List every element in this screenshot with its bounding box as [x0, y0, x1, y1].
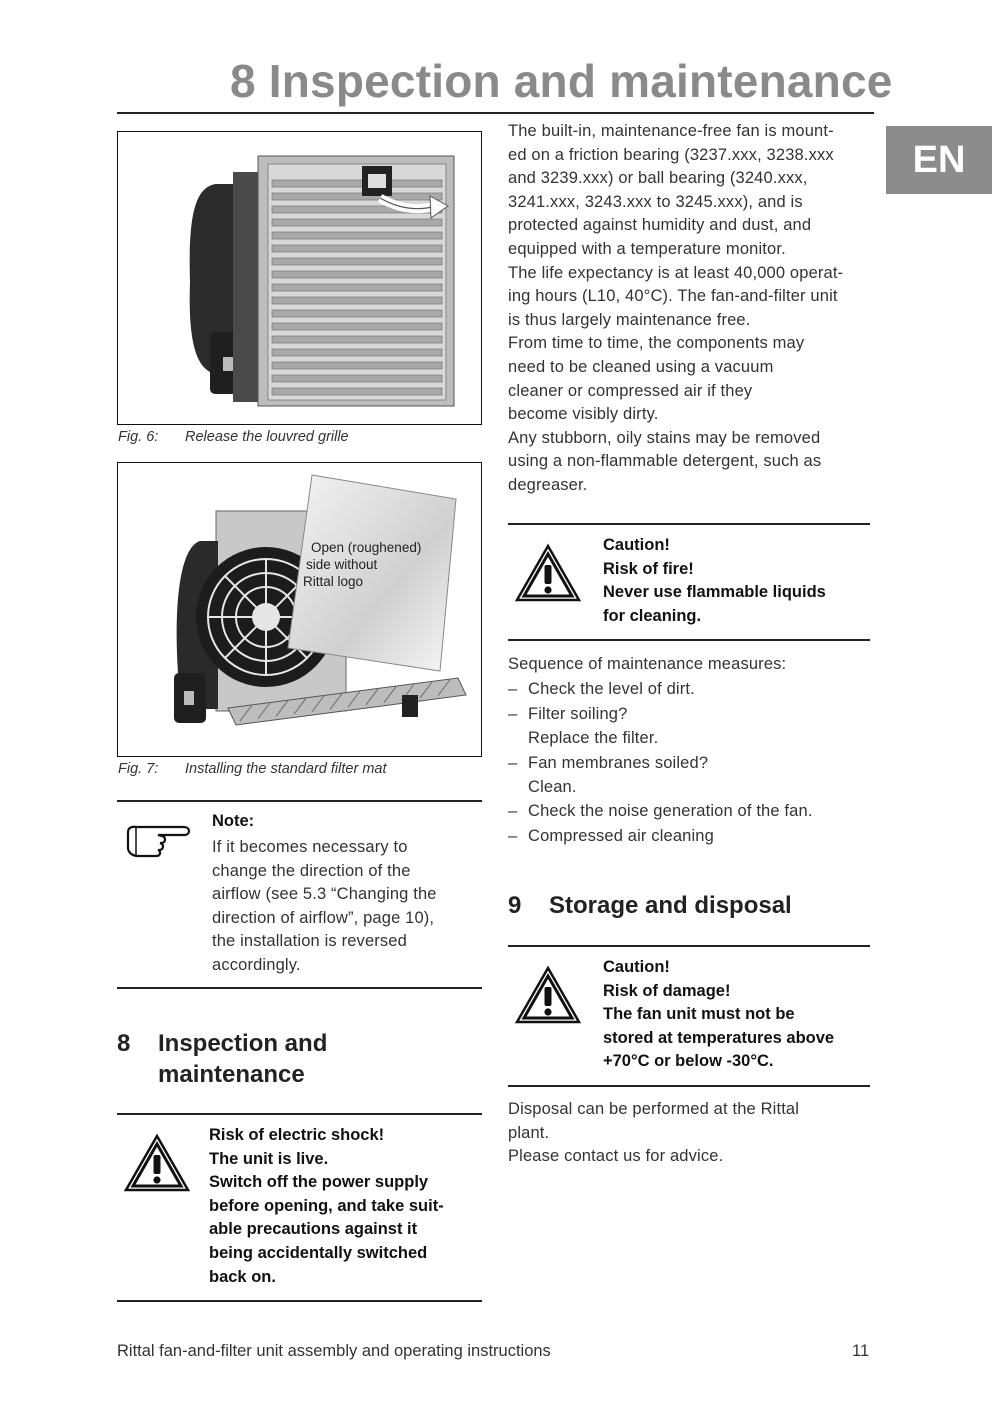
note-line: direction of airflow”, page 10),: [212, 908, 435, 927]
note-bottom-rule: [117, 987, 482, 989]
sequence-item: [508, 799, 813, 823]
caution-damage-line: Risk of damage!: [603, 981, 731, 1000]
figure-6-number: Fig. 6:: [118, 429, 159, 445]
sequence-item: [508, 702, 813, 751]
section-8-title-line: Inspection and: [158, 1030, 328, 1057]
sequence-item-text: – Check the noise generation of the fan.: [528, 802, 813, 821]
section-9-number: 9: [508, 892, 522, 919]
disposal-line: Disposal can be performed at the Rittal: [508, 1100, 800, 1118]
maintenance-intro-text: [508, 120, 843, 498]
caution-fire-line: for cleaning.: [603, 606, 702, 625]
intro-line: The built-in, maintenance-free fan is mount-: [508, 122, 834, 140]
disposal-line: plant.: [508, 1123, 550, 1142]
disposal-text: [508, 1098, 799, 1169]
page-title: 8 Inspection and maintenance: [230, 55, 893, 107]
sequence-item: [508, 677, 813, 701]
note-line: airflow (see 5.3 “Changing the: [212, 885, 437, 904]
warning-shock-line: being accidentally switched: [209, 1243, 428, 1262]
section-9-title: Storage and disposal: [549, 892, 792, 919]
warning-shock-bottom-rule: [117, 1300, 482, 1302]
maintenance-sequence: [508, 652, 813, 848]
sequence-item-text: – Check the level of dirt.: [528, 680, 695, 699]
note-line: accordingly.: [212, 955, 301, 974]
sequence-item-text: – Filter soiling?: [528, 704, 628, 723]
caution-fire-text: [603, 534, 826, 628]
section-8-number: 8: [117, 1030, 131, 1057]
figure-7-caption-text: Installing the standard filter mat: [185, 761, 387, 777]
caution-damage-text: [603, 956, 834, 1074]
figure-6-caption: [118, 429, 349, 445]
caution-fire-bottom-rule: [508, 639, 870, 641]
warning-triangle-icon: [514, 543, 582, 603]
filter-mat-label-line: Rittal logo: [303, 574, 364, 589]
filter-mat-installation-illustration: [118, 463, 481, 756]
warning-shock-line: Switch off the power supply: [209, 1173, 429, 1192]
warning-shock-line: before opening, and take suit-: [209, 1196, 444, 1215]
caution-damage-top-rule: [508, 945, 870, 947]
intro-line: protected against humidity and dust, and: [508, 216, 812, 235]
pointing-hand-icon: [124, 822, 196, 862]
warning-triangle-icon: [514, 965, 582, 1025]
intro-line: The life expectancy is at least 40,000 operat-: [508, 263, 844, 282]
fan-louvred-grille-illustration: [118, 132, 481, 424]
intro-line: need to be cleaned using a vacuum: [508, 357, 774, 376]
sequence-item-text: – Fan membranes soiled?: [528, 753, 709, 772]
caution-fire-top-rule: [508, 523, 870, 525]
intro-line: is thus largely maintenance free.: [508, 310, 751, 329]
warning-shock-line: The unit is live.: [209, 1149, 329, 1168]
warning-shock-line: able precautions against it: [209, 1220, 418, 1239]
intro-line: become visibly dirty.: [508, 405, 659, 424]
caution-damage-line: stored at temperatures above: [603, 1028, 835, 1047]
intro-line: equipped with a temperature monitor.: [508, 239, 786, 258]
language-tab: EN: [886, 126, 992, 194]
intro-line: and 3239.xxx) or ball bearing (3240.xxx,: [508, 169, 808, 188]
sequence-item-text: Clean.: [528, 778, 577, 797]
filter-mat-label-line: side without: [306, 557, 378, 572]
warning-shock-line: back on.: [209, 1267, 276, 1286]
caution-damage-line: +70°C or below -30°C.: [603, 1052, 774, 1071]
caution-fire-line: Risk of fire!: [603, 559, 694, 578]
caution-damage-line: The fan unit must not be: [603, 1005, 795, 1024]
intro-line: cleaner or compressed air if they: [508, 381, 753, 400]
section-9-heading: [508, 890, 792, 921]
figure-6-image: [117, 131, 482, 425]
disposal-line: Please contact us for advice.: [508, 1147, 724, 1166]
footer-text: Rittal fan-and-filter unit assembly and operating instructions: [117, 1342, 551, 1360]
caution-fire-line: Caution!: [603, 536, 670, 554]
intro-line: Any stubborn, oily stains may be removed: [508, 428, 821, 447]
filter-mat-label-line: Open (roughened): [311, 540, 422, 555]
section-8-heading: [117, 1028, 327, 1090]
warning-shock-top-rule: [117, 1113, 482, 1115]
warning-shock-text: [209, 1124, 444, 1289]
intro-line: using a non-flammable detergent, such as: [508, 452, 822, 471]
note-title: Note:: [212, 812, 255, 830]
caution-fire-line: Never use flammable liquids: [603, 583, 826, 602]
intro-line: ing hours (L10, 40°C). The fan-and-filter unit: [508, 287, 838, 306]
figure-7-image: [117, 462, 482, 757]
sequence-item-text: Replace the filter.: [528, 729, 659, 748]
intro-line: From time to time, the components may: [508, 334, 805, 353]
sequence-item-text: – Compressed air cleaning: [528, 826, 714, 845]
note-line: the installation is reversed: [212, 932, 407, 951]
warning-triangle-icon: [123, 1133, 191, 1193]
warning-shock-line: Risk of electric shock!: [209, 1126, 385, 1144]
note-line: If it becomes necessary to: [212, 838, 408, 856]
intro-line: 3241.xxx, 3243.xxx to 3245.xxx), and is: [508, 192, 803, 211]
figure-7-caption: [118, 761, 387, 777]
filter-mat-label: [304, 539, 421, 590]
note-top-rule: [117, 800, 482, 802]
page-number: 11: [852, 1342, 870, 1360]
note-line: change the direction of the: [212, 861, 411, 880]
section-8-title-line: maintenance: [158, 1061, 305, 1088]
intro-line: ed on a friction bearing (3237.xxx, 3238.xxx: [508, 145, 834, 164]
figure-6-caption-text: Release the louvred grille: [185, 429, 349, 445]
note-text: [212, 836, 437, 978]
sequence-heading: Sequence of maintenance measures:: [508, 655, 787, 673]
sequence-list: [508, 677, 813, 848]
caution-damage-bottom-rule: [508, 1085, 870, 1087]
sequence-item: [508, 751, 813, 800]
caution-damage-line: Caution!: [603, 958, 670, 976]
intro-line: degreaser.: [508, 475, 588, 494]
figure-7-number: Fig. 7:: [118, 761, 159, 777]
sequence-item: [508, 824, 813, 848]
title-divider: [117, 112, 874, 114]
